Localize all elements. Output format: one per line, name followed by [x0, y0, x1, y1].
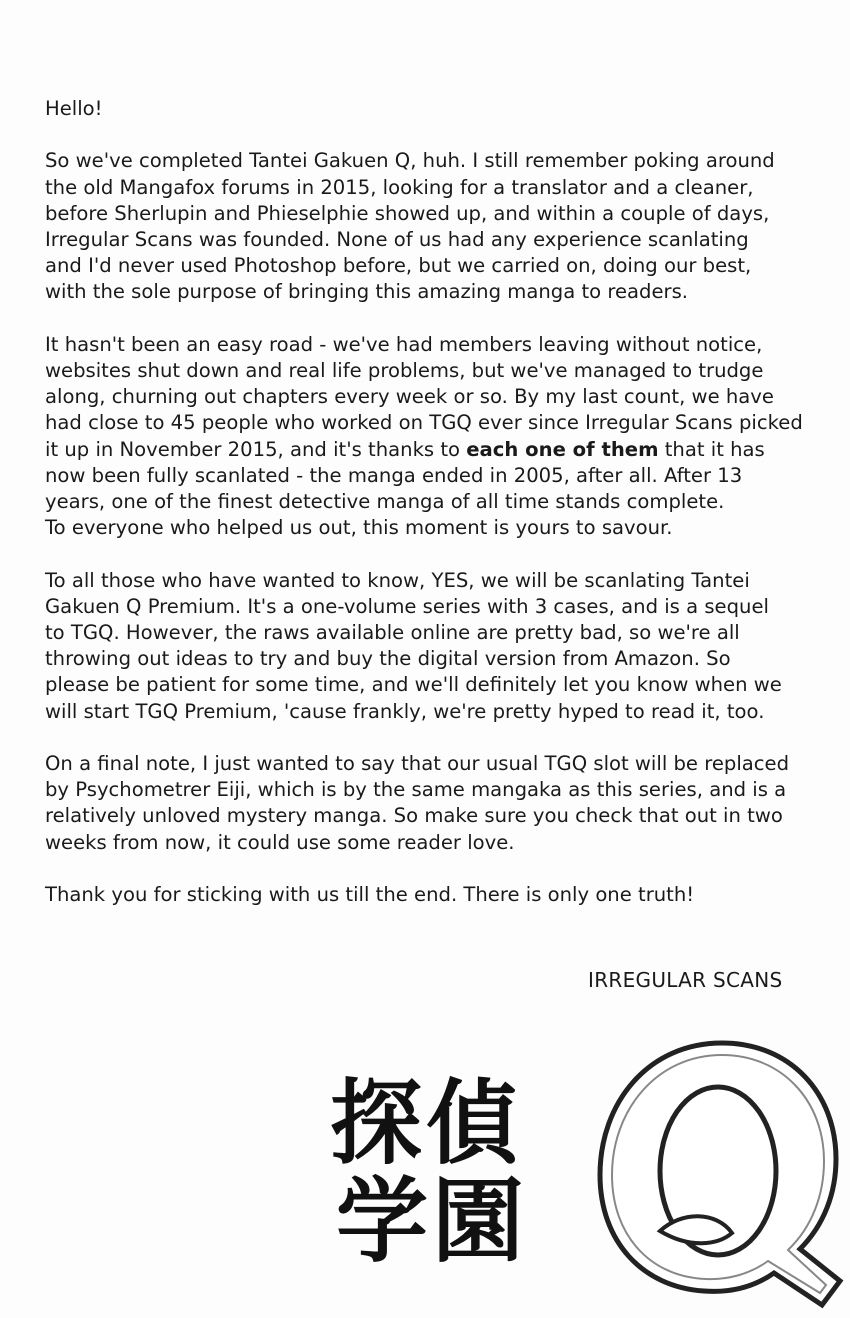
paragraph-1-line: with the sole purpose of bringing this amazing manga to readers. — [45, 280, 689, 304]
logo-graphic — [330, 1035, 850, 1318]
paragraph-2-line — [45, 437, 840, 463]
paragraph-1-line: the old Mangafox forums in 2015, looking for a translator and a cleaner, — [45, 175, 754, 199]
paragraph-3-line: Gakuen Q Premium. It's a one-volume series with 3 cases, and is a sequel — [45, 594, 769, 618]
paragraph-1-line: Irregular Scans was founded. None of us had any experience scanlating — [45, 228, 749, 251]
paragraph-gap — [45, 122, 840, 148]
paragraph-2-line: now been fully scanlated - the manga ended in 2005, after all. After 13 — [45, 463, 743, 487]
paragraph-2-line-start: it up in November 2015, and it's thanks to — [45, 437, 467, 461]
paragraph-3-line: To all those who have wanted to know, YES, we will be scanlating Tantei — [45, 568, 750, 592]
paragraph-1-line: and I'd never used Photoshop before, but we carried on, doing our best, — [45, 254, 752, 278]
signature: IRREGULAR SCANS — [588, 968, 783, 992]
paragraph-3-line: will start TGQ Premium, 'cause frankly, we're pretty hyped to read it, too. — [45, 699, 765, 723]
tantei-gakuen-q-logo — [330, 1035, 850, 1318]
paragraph-2-line: To everyone who helped us out, this moment is yours to savour. — [45, 516, 673, 540]
closing-line: Thank you for sticking with us till the end. There is only one truth! — [45, 883, 695, 907]
paragraph-4-line: relatively unloved mystery manga. So make sure you check that out in two — [45, 804, 783, 828]
paragraph-1-line: So we've completed Tantei Gakuen Q, huh. I still remember poking around — [45, 149, 775, 173]
paragraph-2-line: It hasn't been an easy road - we've had members leaving without notice, — [45, 332, 763, 356]
letter-body — [45, 96, 840, 908]
paragraph-2-line: along, churning out chapters every week or so. By my last count, we have — [45, 385, 774, 409]
paragraph-3-line: throwing out ideas to try and buy the digital version from Amazon. So — [45, 647, 731, 671]
paragraph-gap — [45, 725, 840, 751]
paragraph-4-line: by Psychometrer Eiji, which is by the same mangaka as this series, and is a — [45, 778, 787, 802]
paragraph-gap — [45, 306, 840, 332]
paragraph-2-line-end: that it has — [658, 437, 765, 461]
paragraph-2-line: years, one of the finest detective manga of all time stands complete. — [45, 490, 725, 514]
emphasis-each-one-of-them: each one of them — [466, 437, 659, 461]
paragraph-4-line: On a final note, I just wanted to say that our usual TGQ slot will be replaced — [45, 752, 790, 776]
paragraph-4-line: weeks from now, it could use some reader love. — [45, 830, 515, 854]
logo-kanji-gaku: 学 — [336, 1168, 429, 1275]
logo-kanji-tei: 偵 — [426, 1070, 519, 1177]
logo-kanji-en: 園 — [432, 1168, 525, 1275]
paragraph-3-line: to TGQ. However, the raws available online are pretty bad, so we're all — [45, 621, 740, 645]
greeting: Hello! — [45, 97, 103, 120]
paragraph-2-line: websites shut down and real life problems, but we've managed to trudge — [45, 359, 764, 382]
logo-kanji — [330, 1070, 524, 1275]
paragraph-3-line: please be patient for some time, and we'll definitely let you know when we — [45, 673, 782, 697]
paragraph-gap — [45, 856, 840, 882]
paragraph-gap — [45, 541, 840, 567]
paragraph-2-line: had close to 45 people who worked on TGQ ever since Irregular Scans picked — [45, 411, 803, 435]
logo-kanji-tan: 探 — [330, 1070, 423, 1177]
paragraph-1-line: before Sherlupin and Phieselphie showed up, and within a couple of days, — [45, 201, 770, 225]
